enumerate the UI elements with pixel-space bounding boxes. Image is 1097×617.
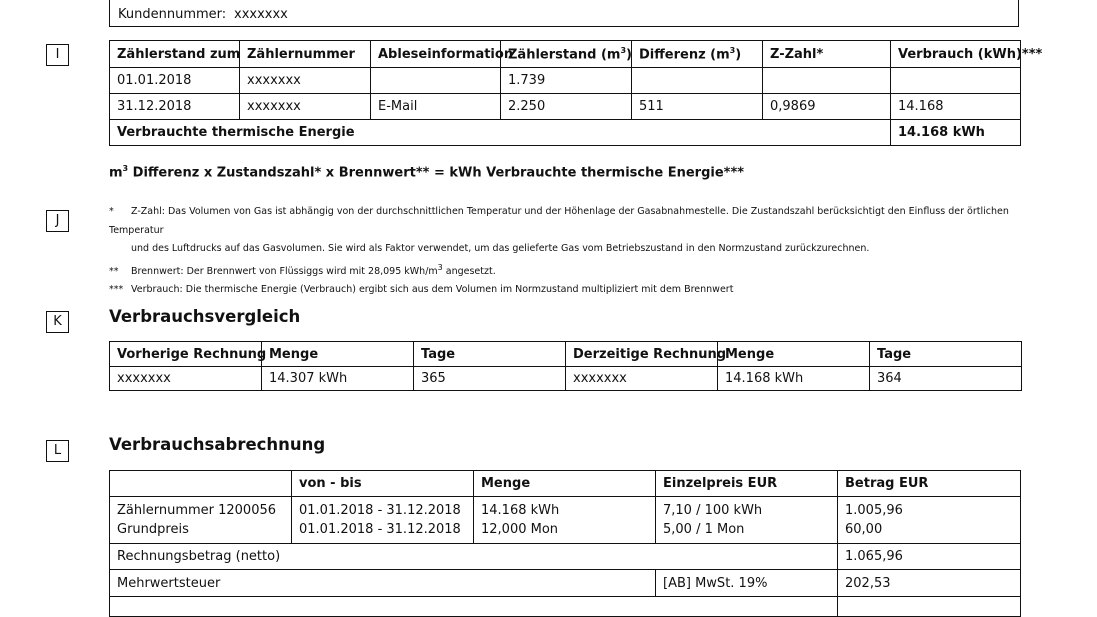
total-energy-label: Verbrauchte thermische Energie	[110, 120, 891, 146]
total-energy-row	[110, 120, 1021, 146]
cut-off-cell	[838, 597, 1021, 617]
cell-current-amount: 14.168 kWh	[718, 367, 870, 391]
vat-label: Mehrwertsteuer	[110, 570, 656, 597]
comparison-header-row	[110, 342, 1022, 367]
cell-consumption: 14.168	[891, 94, 1021, 120]
cell-reading-info: E-Mail	[371, 94, 501, 120]
cell-z-number: 0,9869	[763, 94, 891, 120]
contract-info-box	[109, 0, 1019, 27]
header-reading-info: Ableseinformation	[371, 41, 501, 68]
cell-previous-amount: 14.307 kWh	[262, 367, 414, 391]
header-meter-number: Zählernummer	[240, 41, 371, 68]
section-marker-l: L	[46, 440, 69, 462]
header-current-invoice: Derzeitige Rechnung	[566, 342, 718, 367]
cell-difference: 511	[632, 94, 763, 120]
table-row	[110, 94, 1021, 120]
header-period: von - bis	[292, 471, 474, 497]
cell-meter-number: xxxxxxx	[240, 68, 371, 94]
table-row	[110, 68, 1021, 94]
footnotes	[109, 203, 1029, 300]
net-total-value: 1.065,96	[838, 544, 1021, 570]
billing-header-row	[110, 471, 1021, 497]
cut-off-cell	[110, 597, 838, 617]
cell-date: 31.12.2018	[110, 94, 240, 120]
cell-item: Zählernummer 1200056 Grundpreis	[110, 497, 292, 544]
meter-reading-table	[109, 40, 1043, 146]
table-row	[110, 367, 1022, 391]
vat-value: 202,53	[838, 570, 1021, 597]
total-energy-value: 14.168 kWh	[891, 120, 1021, 146]
cell-reading-info	[371, 68, 501, 94]
cell-previous-invoice: xxxxxxx	[110, 367, 262, 391]
cell-reading: 2.250	[501, 94, 632, 120]
energy-formula: $m^3$ Differenz x Zustandszahl* x Brennwert** = kWh Verbrauchte thermische Energie***	[109, 164, 745, 181]
section-marker-k: K	[46, 311, 69, 333]
header-amount: Betrag EUR	[838, 471, 1021, 497]
header-reading-date: Zählerstand zum	[110, 41, 240, 68]
cell-meter-number: xxxxxxx	[240, 94, 371, 120]
cell-previous-days: 365	[414, 367, 566, 391]
footnote-z-number-cont: und des Luftdrucks auf das Gasvolumen. Sie wird als Faktor verwendet, um das gelieferte Gas vom Betriebszustand in den Normzustand zurückzurechnen.	[131, 243, 870, 254]
footnote-z-number: * Z-Zahl: Das Volumen von Gas ist abhängig von der durchschnittlichen Temperatur und der Höhenlage der Gasabnahmestelle. Die Zustandszahl berücksichtigt den Einfluss der örtlichen Temperatur	[109, 206, 1009, 236]
customer-number-label: Kundennummer:	[118, 7, 227, 22]
cell-current-days: 364	[870, 367, 1022, 391]
cell-date: 01.01.2018	[110, 68, 240, 94]
vat-row	[110, 570, 1021, 597]
header-z-number: Z-Zahl*	[763, 41, 891, 68]
header-current-days: Tage	[870, 342, 1022, 367]
vat-rate: [AB] MwSt. 19%	[656, 570, 838, 597]
comparison-title: Verbrauchsvergleich	[109, 307, 301, 326]
cell-consumption	[891, 68, 1021, 94]
cell-amount: 1.005,96 60,00	[838, 497, 1021, 544]
header-current-amount: Menge	[718, 342, 870, 367]
section-marker-i: I	[46, 44, 69, 66]
cell-period: 01.01.2018 - 31.12.2018 01.01.2018 - 31.12.2018	[292, 497, 474, 544]
table-row	[110, 497, 1021, 544]
footnote-consumption: *** Verbrauch: Die thermische Energie (Verbrauch) ergibt sich aus dem Volumen im Normzustand multipliziert mit dem Brennwert	[109, 284, 734, 296]
header-previous-amount: Menge	[262, 342, 414, 367]
table-row	[110, 597, 1021, 617]
billing-title: Verbrauchsabrechnung	[109, 435, 326, 454]
customer-number-row	[118, 7, 288, 22]
section-marker-j: J	[46, 210, 69, 232]
header-consumption: Verbrauch (kWh)***	[891, 41, 1021, 68]
cell-quantity: 14.168 kWh 12,000 Mon	[474, 497, 656, 544]
header-previous-invoice: Vorherige Rechnung	[110, 342, 262, 367]
cell-z-number	[763, 68, 891, 94]
comparison-table	[109, 341, 1022, 391]
billing-table	[109, 470, 1021, 617]
cell-difference	[632, 68, 763, 94]
net-total-label: Rechnungsbetrag (netto)	[110, 544, 838, 570]
footnote-calorific-value: ** Brennwert: Der Brennwert von Flüssiggs wird mit 28,095 kWh/$m^3$ angesetzt.	[109, 262, 496, 277]
meter-header-row	[110, 41, 1021, 68]
cell-reading: 1.739	[501, 68, 632, 94]
customer-number-value: xxxxxxx	[234, 7, 288, 22]
header-item	[110, 471, 292, 497]
header-quantity: Menge	[474, 471, 656, 497]
header-unit-price: Einzelpreis EUR	[656, 471, 838, 497]
cell-current-invoice: xxxxxxx	[566, 367, 718, 391]
net-total-row	[110, 544, 1021, 570]
header-difference: Differenz $(m^3)$	[632, 41, 763, 68]
header-meter-reading: Zählerstand $(m^3)$	[501, 41, 632, 68]
header-previous-days: Tage	[414, 342, 566, 367]
cell-unit-price: 7,10 / 100 kWh 5,00 / 1 Mon	[656, 497, 838, 544]
